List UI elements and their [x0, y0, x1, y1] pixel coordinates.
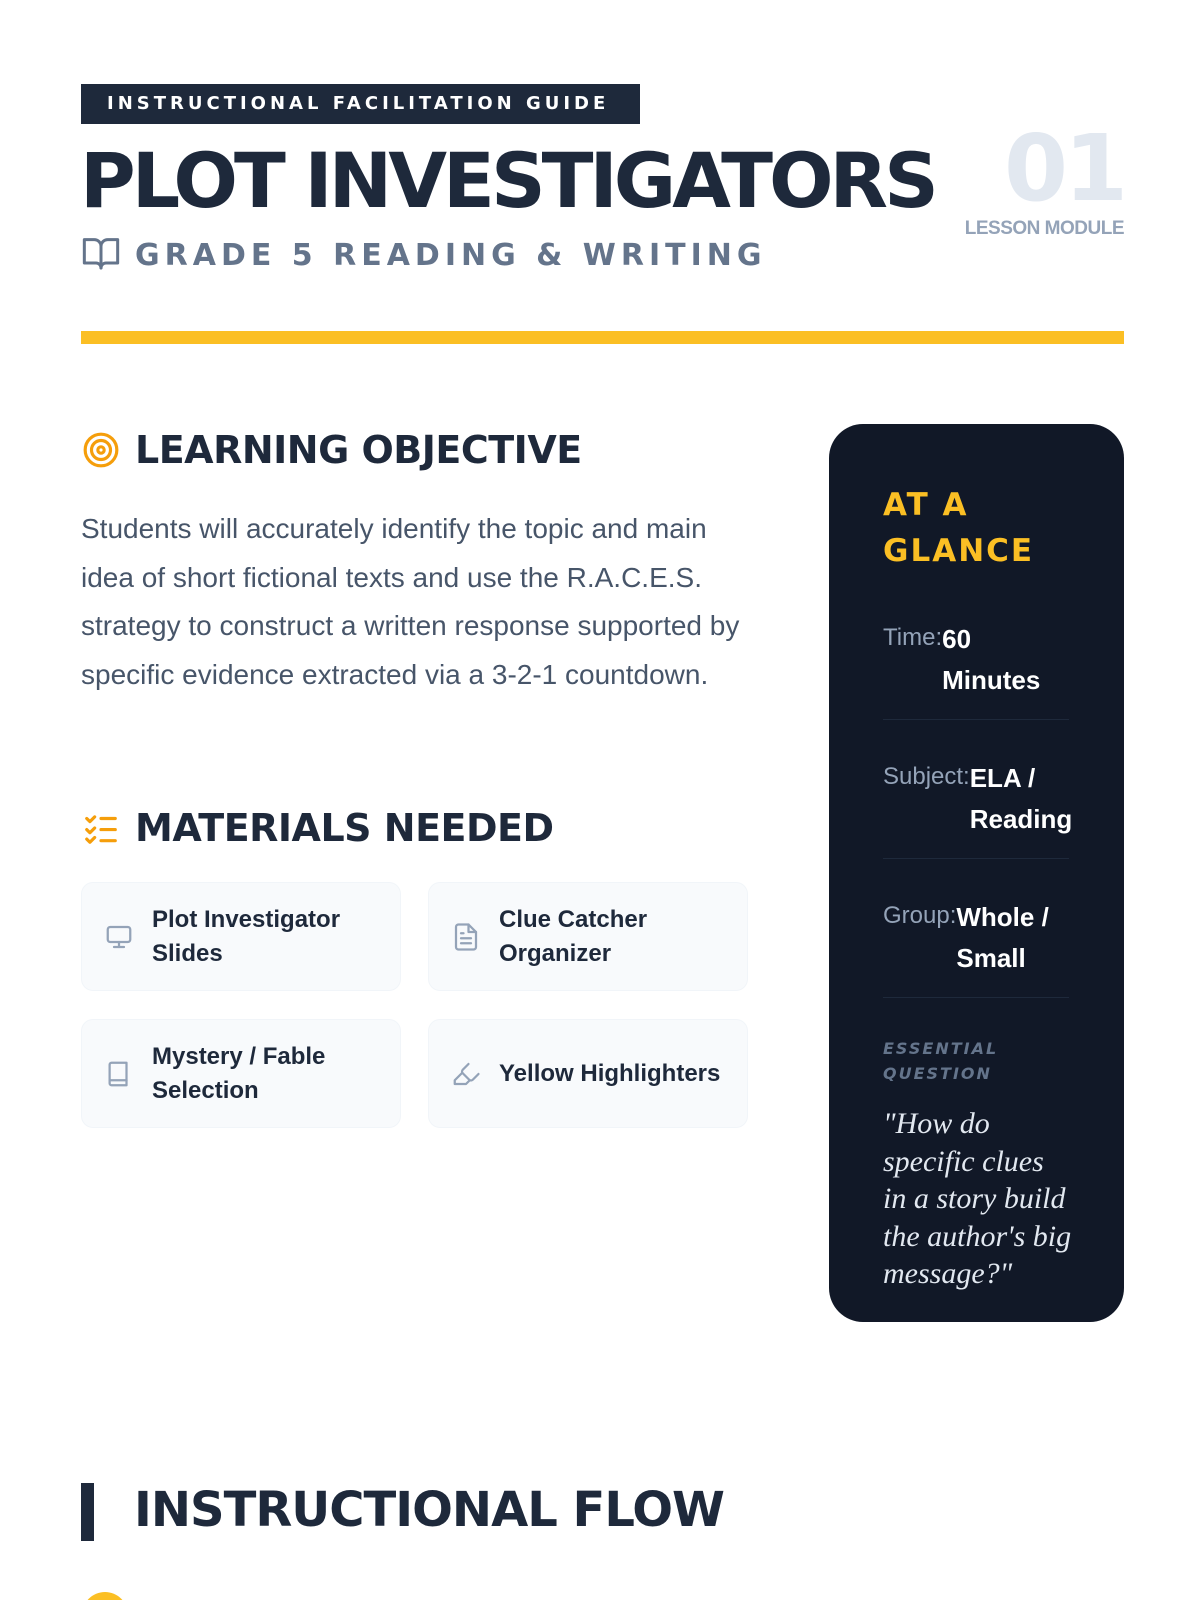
essential-question-label: ESSENTIAL QUESTION	[883, 1039, 999, 1083]
material-card-organizer	[428, 882, 748, 991]
material-card-highlighters	[428, 1019, 748, 1128]
material-card-selection	[81, 1019, 401, 1128]
book-icon	[104, 1059, 134, 1089]
glance-title: AT A GLANCE	[883, 487, 1035, 569]
glance-value: ELA / Reading	[969, 763, 1073, 834]
glance-key: Subject:	[883, 763, 970, 790]
objective-heading: LEARNING OBJECTIVE	[135, 428, 582, 472]
module-number: 01	[1003, 115, 1124, 222]
glance-row-time	[883, 619, 1069, 720]
materials-header	[81, 806, 554, 850]
flow-heading: INSTRUCTIONAL FLOW	[134, 1482, 724, 1538]
glance-value: Whole / Small	[956, 902, 1049, 973]
material-card-slides	[81, 882, 401, 991]
accent-divider	[81, 331, 1124, 344]
material-label: Plot Investigator Slides	[152, 905, 341, 967]
at-a-glance-card	[829, 424, 1124, 1322]
material-label: Clue Catcher Organizer	[499, 905, 648, 967]
grade-line	[81, 233, 766, 278]
essential-question-text: "How do specific clues in a story build the author's big message?"	[883, 1107, 1072, 1290]
monitor-icon	[104, 922, 134, 952]
material-label: Yellow Highlighters	[499, 1059, 721, 1087]
target-icon	[81, 430, 121, 470]
flow-step-marker	[82, 1592, 128, 1600]
book-open-icon	[81, 233, 135, 278]
glance-key: Time:	[883, 624, 943, 651]
objective-text: Students will accurately identify the topic and main idea of short fictional texts and use the R.A.C.E.S. strategy to construct a written response supported by specific evidence extracted via a 3-2-1 countdown.	[81, 513, 740, 690]
glance-key: Group:	[883, 902, 957, 929]
highlighter-icon	[451, 1059, 481, 1089]
materials-heading: MATERIALS NEEDED	[135, 806, 554, 850]
grade-subject: GRADE 5 READING & WRITING	[135, 238, 767, 273]
checklist-icon	[81, 808, 121, 848]
page-title: PLOT INVESTIGATORS	[80, 136, 935, 225]
glance-row-subject	[883, 758, 1073, 859]
glance-value: 60 Minutes	[942, 624, 1041, 695]
material-label: Mystery / Fable Selection	[152, 1042, 326, 1104]
glance-row-group	[883, 897, 1069, 998]
guide-badge: INSTRUCTIONAL FACILITATION GUIDE	[81, 84, 640, 124]
objective-header	[81, 428, 582, 472]
document-icon	[451, 922, 481, 952]
module-label: LESSON MODULE	[964, 218, 1124, 239]
flow-accent-bar	[81, 1483, 94, 1541]
